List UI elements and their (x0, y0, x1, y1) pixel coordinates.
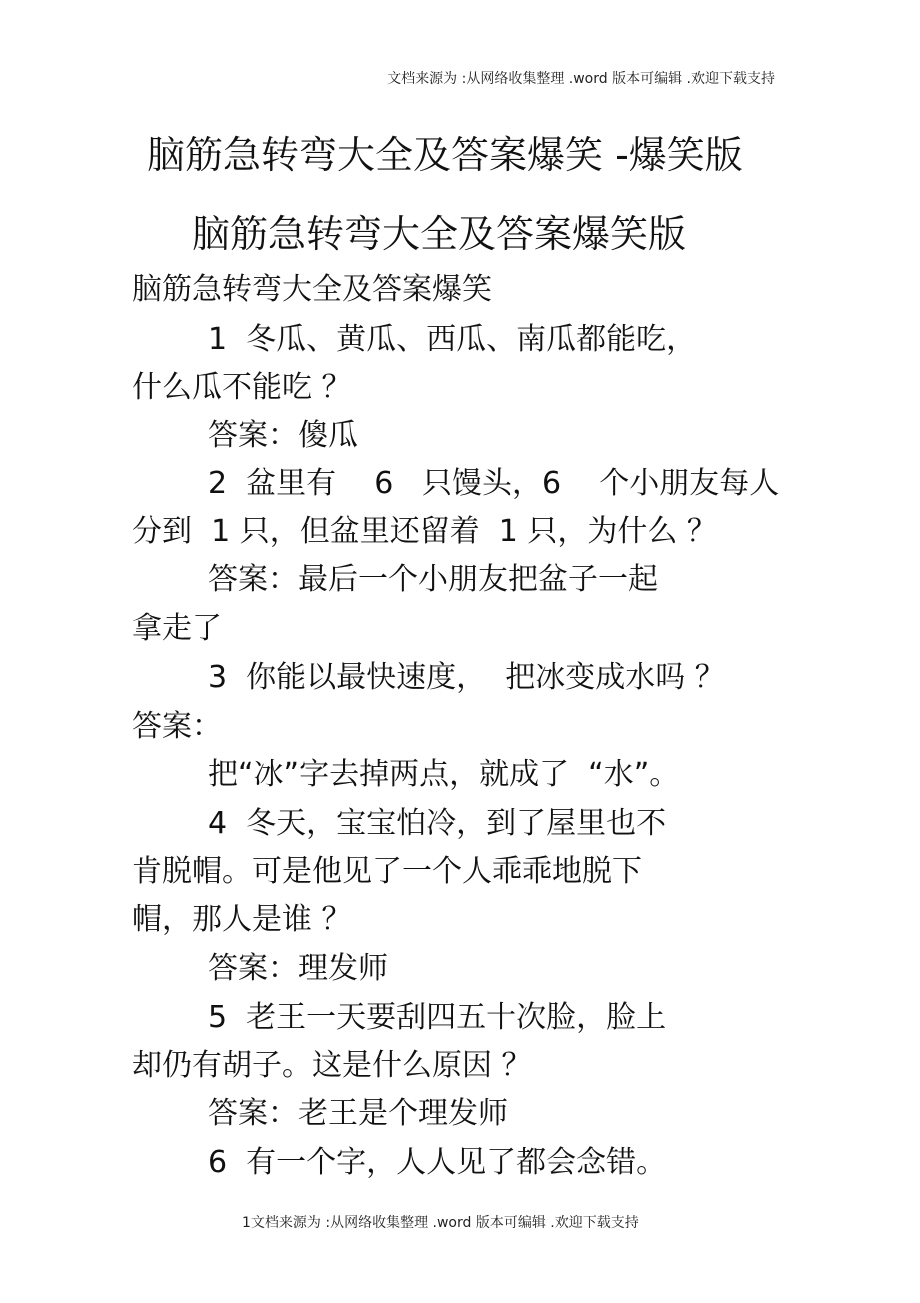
body-line: 分到 1 只，但盆里还留着 1 只，为什么 ？ (132, 514, 717, 549)
answer-line: 把“冰”字去掉两点，就成了 “水”。 (208, 757, 680, 792)
answer-line: 答案：傻瓜 (208, 418, 358, 453)
answer-line: 答案：理发师 (208, 951, 388, 986)
body-line: 5 老王一天要刮四五十次脸，脸上 (208, 1000, 667, 1035)
answer-line: 答案：最后一个小朋友把盆子一起 (208, 562, 658, 597)
section-heading: 脑筋急转弯大全及答案爆笑 (132, 272, 492, 307)
body-line: 帽，那人是谁 ？ (132, 902, 352, 937)
page-footer: 1文档来源为 :从网络收集整理 .word 版本可编辑 .欢迎下载支持 (242, 1215, 639, 1231)
answer-line: 拿走了 (132, 611, 222, 646)
answer-line: 答案： (132, 709, 222, 744)
answer-line: 答案：老王是个理发师 (208, 1096, 508, 1131)
body-line: 6 有一个字，人人见了都会念错。 (208, 1145, 667, 1180)
document-title: 脑筋急转弯大全及答案爆笑 -爆笑版 (147, 133, 743, 177)
body-line: 肯脱帽。可是他见了一个人乖乖地脱下 (132, 854, 642, 889)
body-line: 却仍有胡子。这是什么原因 ？ (132, 1048, 532, 1083)
document-subtitle: 脑筋急转弯大全及答案爆笑版 (192, 212, 687, 256)
body-line: 什么瓜不能吃 ？ (132, 370, 352, 405)
page-header: 文档来源为 :从网络收集整理 .word 版本可编辑 .欢迎下载支持 (387, 71, 775, 87)
body-line: 4 冬天，宝宝怕冷，到了屋里也不 (208, 806, 667, 841)
body-line: 1 冬瓜、黄瓜、西瓜、南瓜都能吃， (208, 322, 697, 357)
body-line: 2 盆里有 6 只馒头，6 个小朋友每人 (208, 466, 780, 501)
body-line: 3 你能以最快速度， 把冰变成水吗 ？ (208, 660, 725, 695)
